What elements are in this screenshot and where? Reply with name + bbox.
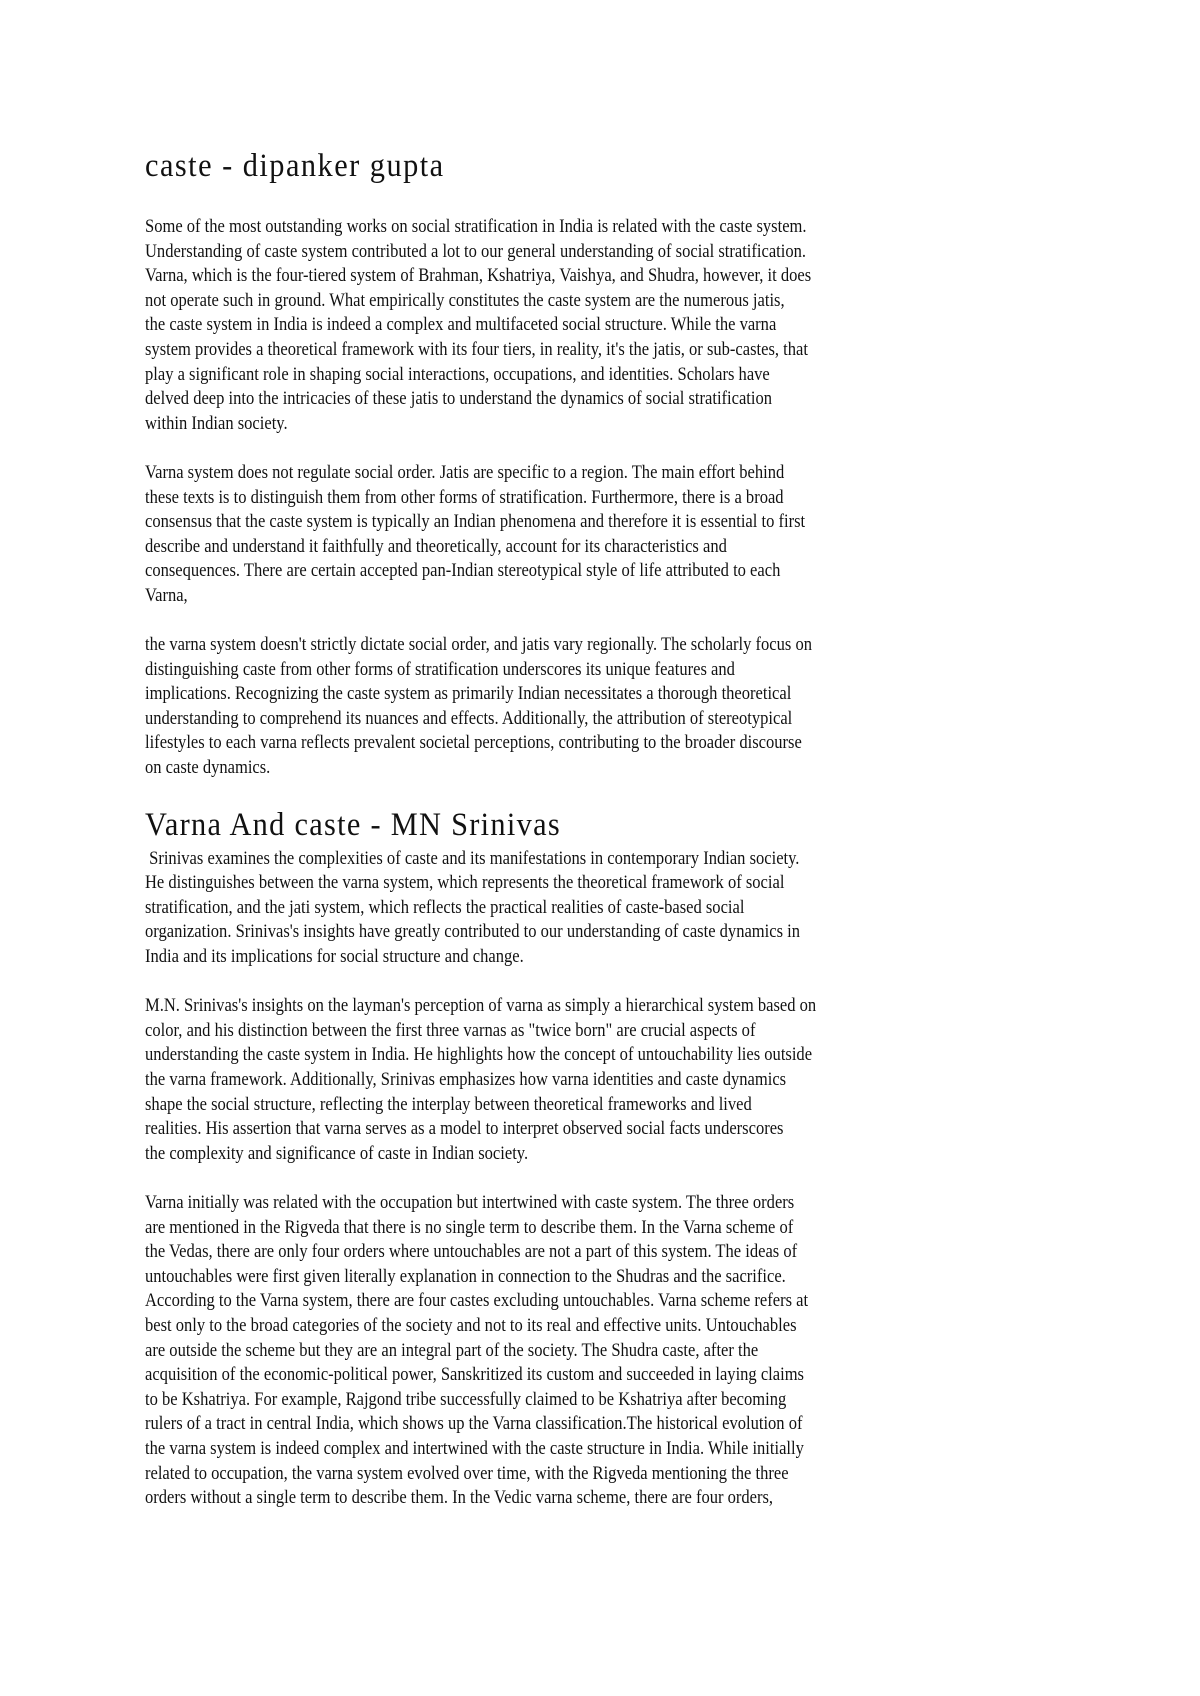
- text-line: the varna framework. Additionally, Srinivas emphasizes how varna identities and caste dynamics: [145, 1069, 787, 1090]
- text-line: Varna, which is the four-tiered system of Brahman, Kshatriya, Vaishya, and Shudra, however, it does: [145, 265, 812, 287]
- text-line: are mentioned in the Rigveda that there is no single term to describe them. In the Varna scheme of: [145, 1216, 794, 1238]
- section-heading: Varna And caste - MN Srinivas: [145, 806, 561, 843]
- document-page: [145, 146, 1065, 1535]
- text-line: describe and understand it faithfully and theoretically, account for its characteristics and: [145, 535, 727, 557]
- text-line: consequences. There are certain accepted pan-Indian stereotypical style of life attributed to each: [145, 560, 781, 582]
- text-line: lifestyles to each varna reflects prevalent societal perceptions, contributing to the broader discourse: [145, 732, 802, 754]
- text-line: best only to the broad categories of the society and not to its real and effective units. Untouchables: [145, 1314, 797, 1336]
- text-line: understanding the caste system in India. He highlights how the concept of untouchability lies outside: [145, 1044, 813, 1066]
- paragraph: [145, 1191, 1065, 1511]
- text-line: According to the Varna system, there are four castes excluding untouchables. Varna scheme refers at: [145, 1290, 809, 1312]
- text-line: consensus that the caste system is typically an Indian phenomena and therefore it is essential to first: [145, 511, 806, 533]
- text-line: organization. Srinivas's insights have greatly contributed to our understanding of caste dynamics in: [145, 921, 801, 943]
- paragraph: [145, 461, 1065, 609]
- section-mn-srinivas: [145, 805, 1065, 1511]
- text-line: Srinivas examines the complexities of caste and its manifestations in contemporary Indian society.: [145, 847, 800, 869]
- text-line: Some of the most outstanding works on social stratification in India is related with the caste system.: [145, 216, 807, 237]
- text-line: shape the social structure, reflecting the interplay between theoretical frameworks and lived: [145, 1093, 752, 1115]
- text-line: color, and his distinction between the first three varnas as "twice born" are crucial aspects of: [145, 1019, 756, 1041]
- text-line: distinguishing caste from other forms of stratification underscores its unique features and: [145, 658, 735, 680]
- text-line: play a significant role in shaping social interactions, occupations, and identities. Scholars have: [145, 363, 770, 385]
- text-line: implications. Recognizing the caste system as primarily Indian necessitates a thorough theoretical: [145, 683, 792, 705]
- text-line: Understanding of caste system contributed a lot to our general understanding of social stratification.: [145, 240, 807, 262]
- text-line: Varna system does not regulate social order. Jatis are specific to a region. The main effort behind: [145, 461, 785, 483]
- paragraph: [145, 847, 1065, 970]
- section-heading: caste - dipanker gupta: [145, 148, 445, 184]
- text-line: on caste dynamics.: [145, 757, 271, 779]
- text-line: orders without a single term to describe them. In the Vedic varna scheme, there are four orders,: [145, 1487, 774, 1509]
- text-line: Varna,: [145, 584, 188, 606]
- text-line: to be Kshatriya. For example, Rajgond tribe successfully claimed to be Kshatriya after becoming: [145, 1388, 787, 1410]
- text-line: rulers of a tract in central India, which shows up the Varna classification.The historical evolution of: [145, 1413, 803, 1435]
- text-line: the varna system doesn't strictly dictate social order, and jatis vary regionally. The scholarly focus on: [145, 634, 813, 656]
- text-line: untouchables were first given literally explanation in connection to the Shudras and the sacrifice.: [145, 1265, 786, 1287]
- text-line: the caste system in India is indeed a complex and multifaceted social structure. While the varna: [145, 314, 777, 336]
- paragraph: [145, 215, 1065, 436]
- text-line: these texts is to distinguish them from other forms of stratification. Furthermore, there is a broad: [145, 486, 784, 508]
- text-line: the complexity and significance of caste in Indian society.: [145, 1142, 529, 1164]
- text-line: realities. His assertion that varna serves as a model to interpret observed social facts underscores: [145, 1118, 784, 1140]
- paragraph: [145, 994, 1065, 1166]
- text-line: the Vedas, there are only four orders where untouchables are not a part of this system. The ideas of: [145, 1241, 798, 1263]
- text-line: stratification, and the jati system, which reflects the practical realities of caste-based social: [145, 896, 745, 918]
- text-line: the varna system is indeed complex and intertwined with the caste structure in India. While initially: [145, 1437, 804, 1459]
- text-line: not operate such in ground. What empirically constitutes the caste system are the numerous jatis,: [145, 289, 785, 311]
- text-line: system provides a theoretical framework with its four tiers, in reality, it's the jatis, or sub-castes, that: [145, 338, 808, 360]
- text-line: acquisition of the economic-political power, Sanskritized its custom and succeeded in laying claims: [145, 1364, 804, 1386]
- text-line: India and its implications for social structure and change.: [145, 946, 524, 968]
- text-line: within Indian society.: [145, 412, 288, 434]
- text-line: He distinguishes between the varna system, which represents the theoretical framework of social: [145, 872, 785, 894]
- text-line: are outside the scheme but they are an integral part of the society. The Shudra caste, after the: [145, 1339, 759, 1361]
- text-line: delved deep into the intricacies of these jatis to understand the dynamics of social stratification: [145, 388, 773, 410]
- text-line: M.N. Srinivas's insights on the layman's perception of varna as simply a hierarchical system based on: [145, 995, 817, 1017]
- paragraph: [145, 633, 1065, 781]
- section-dipanker-gupta: [145, 146, 1065, 781]
- text-line: Varna initially was related with the occupation but intertwined with caste system. The three orders: [145, 1191, 795, 1213]
- text-line: related to occupation, the varna system evolved over time, with the Rigveda mentioning the three: [145, 1462, 789, 1484]
- text-line: understanding to comprehend its nuances and effects. Additionally, the attribution of stereotypical: [145, 707, 793, 729]
